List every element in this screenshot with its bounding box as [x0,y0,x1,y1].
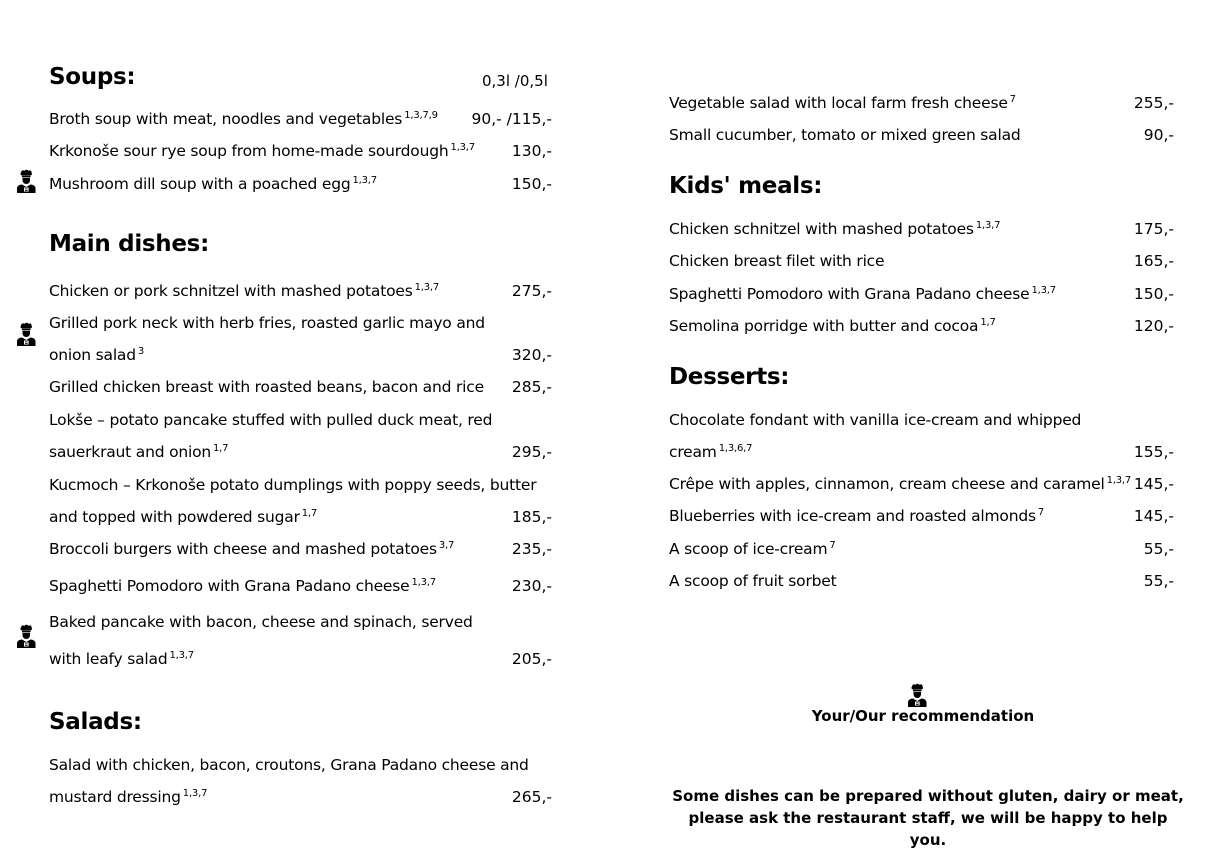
price-kids-spaghetti: 150,- [1133,285,1174,303]
price-crepe: 145,- [1133,475,1174,493]
section-title-kids-meals: Kids' meals: [669,173,823,199]
price-kucmoch: 185,- [511,508,552,526]
menu-item-sour-rye-soup: Krkonoše sour rye soup from home-made sourdough $^{1,3,7}$ [49,142,475,160]
chef-icon [15,624,37,648]
menu-item-chicken-breast: Grilled chicken breast with roasted beans, bacon and rice [49,378,484,396]
chef-icon [906,683,928,707]
menu-item-ice-cream: A scoop of ice-cream $^7$ [669,540,836,558]
section-title-main-dishes: Main dishes: [49,231,209,257]
price-spaghetti: 230,- [511,577,552,595]
menu-item-pork-neck-line1: Grilled pork neck with herb fries, roasted garlic mayo and [49,314,485,332]
price-chicken-salad: 265,- [511,788,552,806]
menu-item-kids-porridge: Semolina porridge with butter and cocoa $^{1,7}$ [669,317,996,335]
menu-item-baked-pancake-line1: Baked pancake with bacon, cheese and spinach, served [49,613,473,631]
menu-item-fondant-line1: Chocolate fondant with vanilla ice-cream and whipped [669,411,1082,429]
menu-item-small-salad: Small cucumber, tomato or mixed green salad [669,126,1021,144]
menu-item-kids-spaghetti: Spaghetti Pomodoro with Grana Padano cheese $^{1,3,7}$ [669,285,1056,303]
menu-item-spaghetti: Spaghetti Pomodoro with Grana Padano cheese $^{1,3,7}$ [49,577,436,595]
price-kids-chicken-filet: 165,- [1133,252,1174,270]
price-kids-porridge: 120,- [1133,317,1174,335]
chef-icon [15,169,37,193]
price-chicken-breast: 285,- [511,378,552,396]
menu-item-lokse-line1: Lokše – potato pancake stuffed with pulled duck meat, red [49,411,493,429]
menu-item-blueberries: Blueberries with ice-cream and roasted almonds $^7$ [669,507,1045,525]
price-broccoli-burgers: 235,- [511,540,552,558]
price-pork-neck: 320,- [511,346,552,364]
section-title-salads: Salads: [49,709,142,735]
menu-item-sorbet: A scoop of fruit sorbet [669,572,837,590]
price-small-salad: 90,- [1143,126,1174,144]
section-title-soups: Soups: [49,64,136,90]
price-kids-schnitzel: 175,- [1133,220,1174,238]
menu-item-kucmoch-line2: and topped with powdered sugar $^{1,7}$ [49,508,318,526]
price-baked-pancake: 205,- [511,650,552,668]
price-sorbet: 55,- [1143,572,1174,590]
price-ice-cream: 55,- [1143,540,1174,558]
price-mushroom-soup: 150,- [511,175,552,193]
price-broth-soup: 90,- /115,- [471,110,552,128]
recommendation-legend-label: Your/Our recommendation [811,707,1035,725]
dietary-note: Some dishes can be prepared without gluten, dairy or meat, please ask the restaurant staff, we will be happy to help you. [672,787,1184,849]
menu-item-vegetable-salad: Vegetable salad with local farm fresh cheese $^7$ [669,94,1016,112]
section-title-desserts: Desserts: [669,364,790,390]
menu-item-pork-neck-line2: onion salad $^3$ [49,346,145,364]
price-vegetable-salad: 255,- [1133,94,1174,112]
menu-item-baked-pancake-line2: with leafy salad $^{1,3,7}$ [49,650,194,668]
menu-item-crepe: Crêpe with apples, cinnamon, cream cheese and caramel $^{1,3,7}$ [669,475,1132,493]
menu-item-chicken-salad-line2: mustard dressing $^{1,3,7}$ [49,788,208,806]
price-lokse: 295,- [511,443,552,461]
menu-item-kucmoch-line1: Kucmoch – Krkonoše potato dumplings with poppy seeds, butter [49,476,537,494]
menu-item-mushroom-soup: Mushroom dill soup with a poached egg $^{1,3,7}$ [49,175,377,193]
menu-item-schnitzel: Chicken or pork schnitzel with mashed potatoes $^{1,3,7}$ [49,282,440,300]
menu-item-kids-chicken-filet: Chicken breast filet with rice [669,252,885,270]
price-schnitzel: 275,- [511,282,552,300]
chef-icon [15,322,37,346]
menu-item-broth-soup: Broth soup with meat, noodles and vegetables $^{1,3,7,9}$ [49,110,438,128]
menu-item-kids-schnitzel: Chicken schnitzel with mashed potatoes $^{1,3,7}$ [669,220,1001,238]
price-blueberries: 145,- [1133,507,1174,525]
menu-item-fondant-line2: cream $^{1,3,6,7}$ [669,443,753,461]
menu-item-broccoli-burgers: Broccoli burgers with cheese and mashed potatoes $^{3,7}$ [49,540,455,558]
menu-item-chicken-salad-line1: Salad with chicken, bacon, croutons, Grana Padano cheese and [49,756,529,774]
price-fondant: 155,- [1133,443,1174,461]
soup-volume-header: 0,3l /0,5l [482,72,548,90]
menu-item-lokse-line2: sauerkraut and onion $^{1,7}$ [49,443,229,461]
price-sour-rye-soup: 130,- [511,142,552,160]
